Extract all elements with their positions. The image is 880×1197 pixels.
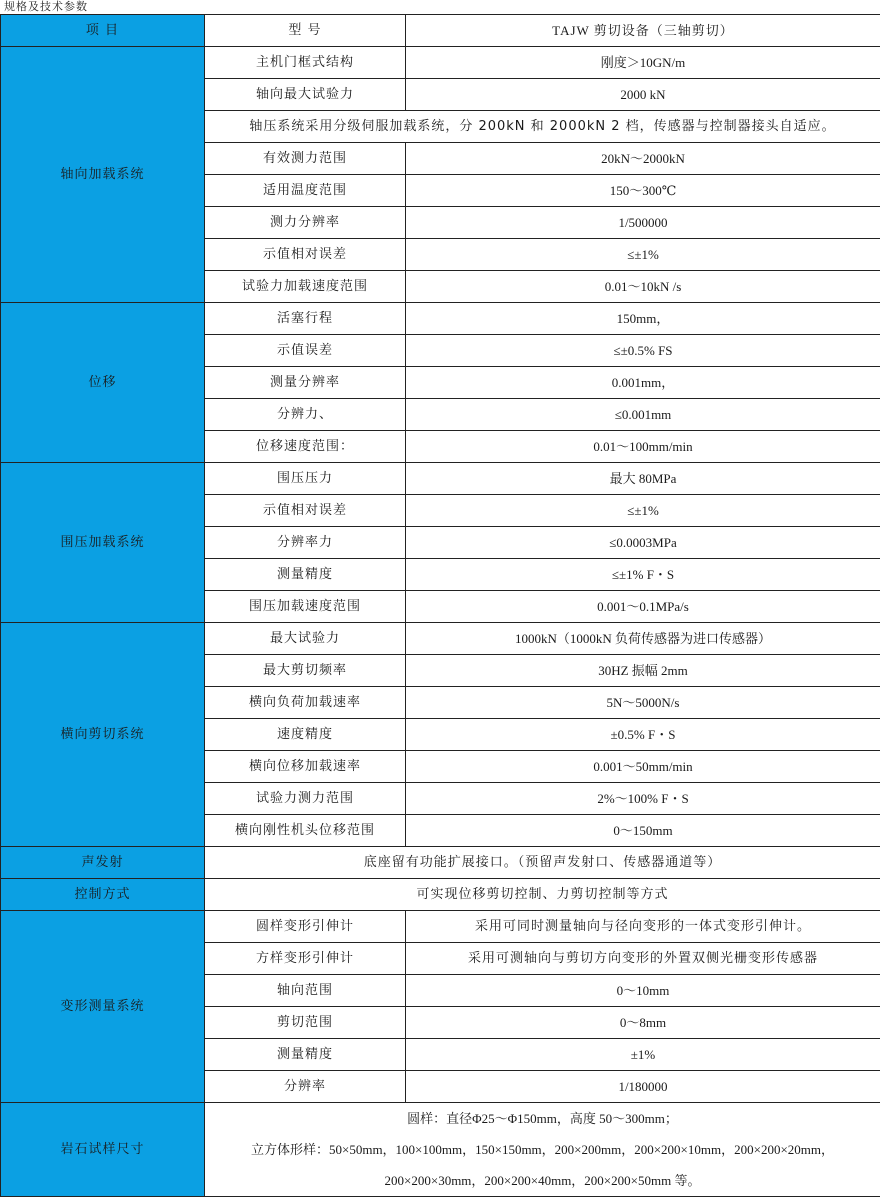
param-value: ≤±1% F・S: [406, 559, 880, 591]
param-value: 30HZ 振幅 2mm: [406, 655, 880, 687]
param-label: 示值误差: [205, 335, 406, 367]
header-model: 型 号: [205, 15, 406, 47]
param-value: 0～150mm: [406, 815, 880, 847]
param-value: 1000kN（1000kN 负荷传感器为进口传感器）: [406, 623, 880, 655]
param-label: 围压压力: [205, 463, 406, 495]
param-value: 采用可同时测量轴向与径向变形的一体式变形引伸计。: [406, 911, 880, 943]
spec-table: [0, 14, 880, 1197]
param-label: 速度精度: [205, 719, 406, 751]
param-value: 1/500000: [406, 207, 880, 239]
param-value: 150mm，: [406, 303, 880, 335]
param-label: 示值相对误差: [205, 495, 406, 527]
param-value: ≤±0.5% FS: [406, 335, 880, 367]
param-label: 围压加载速度范围: [205, 591, 406, 623]
section-confining-pressure: 围压加载系统: [1, 463, 205, 623]
param-label: 适用温度范围: [205, 175, 406, 207]
param-value: 采用可测轴向与剪切方向变形的外置双侧光栅变形传感器: [406, 943, 880, 975]
section-rock-specimen-size: 岩石试样尺寸: [1, 1103, 205, 1197]
section-control-mode: 控制方式: [1, 879, 205, 911]
section-lateral-shear: 横向剪切系统: [1, 623, 205, 847]
acoustic-emission-value: 底座留有功能扩展接口。（预留声发射口、传感器通道等）: [205, 847, 880, 879]
param-value: 1/180000: [406, 1071, 880, 1103]
param-value: ±1%: [406, 1039, 880, 1071]
table-row: [1, 847, 880, 879]
section-axial-loading: 轴向加载系统: [1, 47, 205, 303]
param-label: 横向负荷加载速率: [205, 687, 406, 719]
param-value: 2%～100% F・S: [406, 783, 880, 815]
param-value: 0.001mm，: [406, 367, 880, 399]
rock-line-cube-cont: 200×200×30mm，200×200×40mm，200×200×50mm 等。: [209, 1165, 876, 1196]
table-header-row: [1, 15, 880, 47]
param-label: 示值相对误差: [205, 239, 406, 271]
param-label: 分辨率力: [205, 527, 406, 559]
param-value: 0.001～50mm/min: [406, 751, 880, 783]
param-label: 横向位移加载速率: [205, 751, 406, 783]
table-row: [1, 1103, 880, 1197]
param-label: 分辨力、: [205, 399, 406, 431]
header-item: 项 目: [1, 15, 205, 47]
table-row: [1, 879, 880, 911]
param-label: 轴向范围: [205, 975, 406, 1007]
param-value: 最大 80MPa: [406, 463, 880, 495]
control-mode-value: 可实现位移剪切控制、力剪切控制等方式: [205, 879, 880, 911]
param-label: 横向刚性机头位移范围: [205, 815, 406, 847]
param-value: ≤±1%: [406, 239, 880, 271]
param-value: ≤0.0003MPa: [406, 527, 880, 559]
param-label: 测量精度: [205, 1039, 406, 1071]
param-value: ±0.5% F・S: [406, 719, 880, 751]
param-value: 0.01～10kN /s: [406, 271, 880, 303]
param-label: 试验力加载速度范围: [205, 271, 406, 303]
param-value: 20kN～2000kN: [406, 143, 880, 175]
param-label: 试验力测力范围: [205, 783, 406, 815]
param-value: 0～10mm: [406, 975, 880, 1007]
param-label: 主机门框式结构: [205, 47, 406, 79]
param-value: 150～300℃: [406, 175, 880, 207]
section-acoustic-emission: 声发射: [1, 847, 205, 879]
param-label: 轴向最大试验力: [205, 79, 406, 111]
document-title: 规格及技术参数: [4, 0, 88, 14]
axial-loading-note: 轴压系统采用分级伺服加载系统，分 200kN 和 2000kN 2 档，传感器与控制器接头自适应。: [205, 111, 880, 143]
rock-line-cube: 立方体形样：50×50mm，100×100mm，150×150mm，200×200mm，200×200×10mm，200×200×20mm，: [209, 1134, 876, 1165]
param-value: ≤±1%: [406, 495, 880, 527]
param-label: 活塞行程: [205, 303, 406, 335]
param-label: 测量精度: [205, 559, 406, 591]
param-label: 方样变形引伸计: [205, 943, 406, 975]
param-label: 剪切范围: [205, 1007, 406, 1039]
param-value: 0～8mm: [406, 1007, 880, 1039]
table-row: [1, 463, 880, 495]
section-deformation-measurement: 变形测量系统: [1, 911, 205, 1103]
param-label: 分辨率: [205, 1071, 406, 1103]
param-label: 有效测力范围: [205, 143, 406, 175]
param-value: 0.01～100mm/min: [406, 431, 880, 463]
section-displacement: 位移: [1, 303, 205, 463]
rock-specimen-size-value: [205, 1103, 880, 1197]
param-value: 5N～5000N/s: [406, 687, 880, 719]
table-row: [1, 623, 880, 655]
table-row: [1, 303, 880, 335]
param-label: 圆样变形引伸计: [205, 911, 406, 943]
param-value: 0.001～0.1MPa/s: [406, 591, 880, 623]
header-product: TAJW 剪切设备（三轴剪切）: [406, 15, 880, 47]
table-row: [1, 911, 880, 943]
rock-line-round: 圆样：直径Φ25～Φ150mm，高度 50～300mm；: [209, 1103, 876, 1134]
param-value: ≤0.001mm: [406, 399, 880, 431]
param-value: 2000 kN: [406, 79, 880, 111]
table-row: [1, 47, 880, 79]
param-label: 测量分辨率: [205, 367, 406, 399]
param-label: 最大剪切频率: [205, 655, 406, 687]
param-label: 最大试验力: [205, 623, 406, 655]
param-value: 刚度＞10GN/m: [406, 47, 880, 79]
param-label: 测力分辨率: [205, 207, 406, 239]
param-label: 位移速度范围：: [205, 431, 406, 463]
